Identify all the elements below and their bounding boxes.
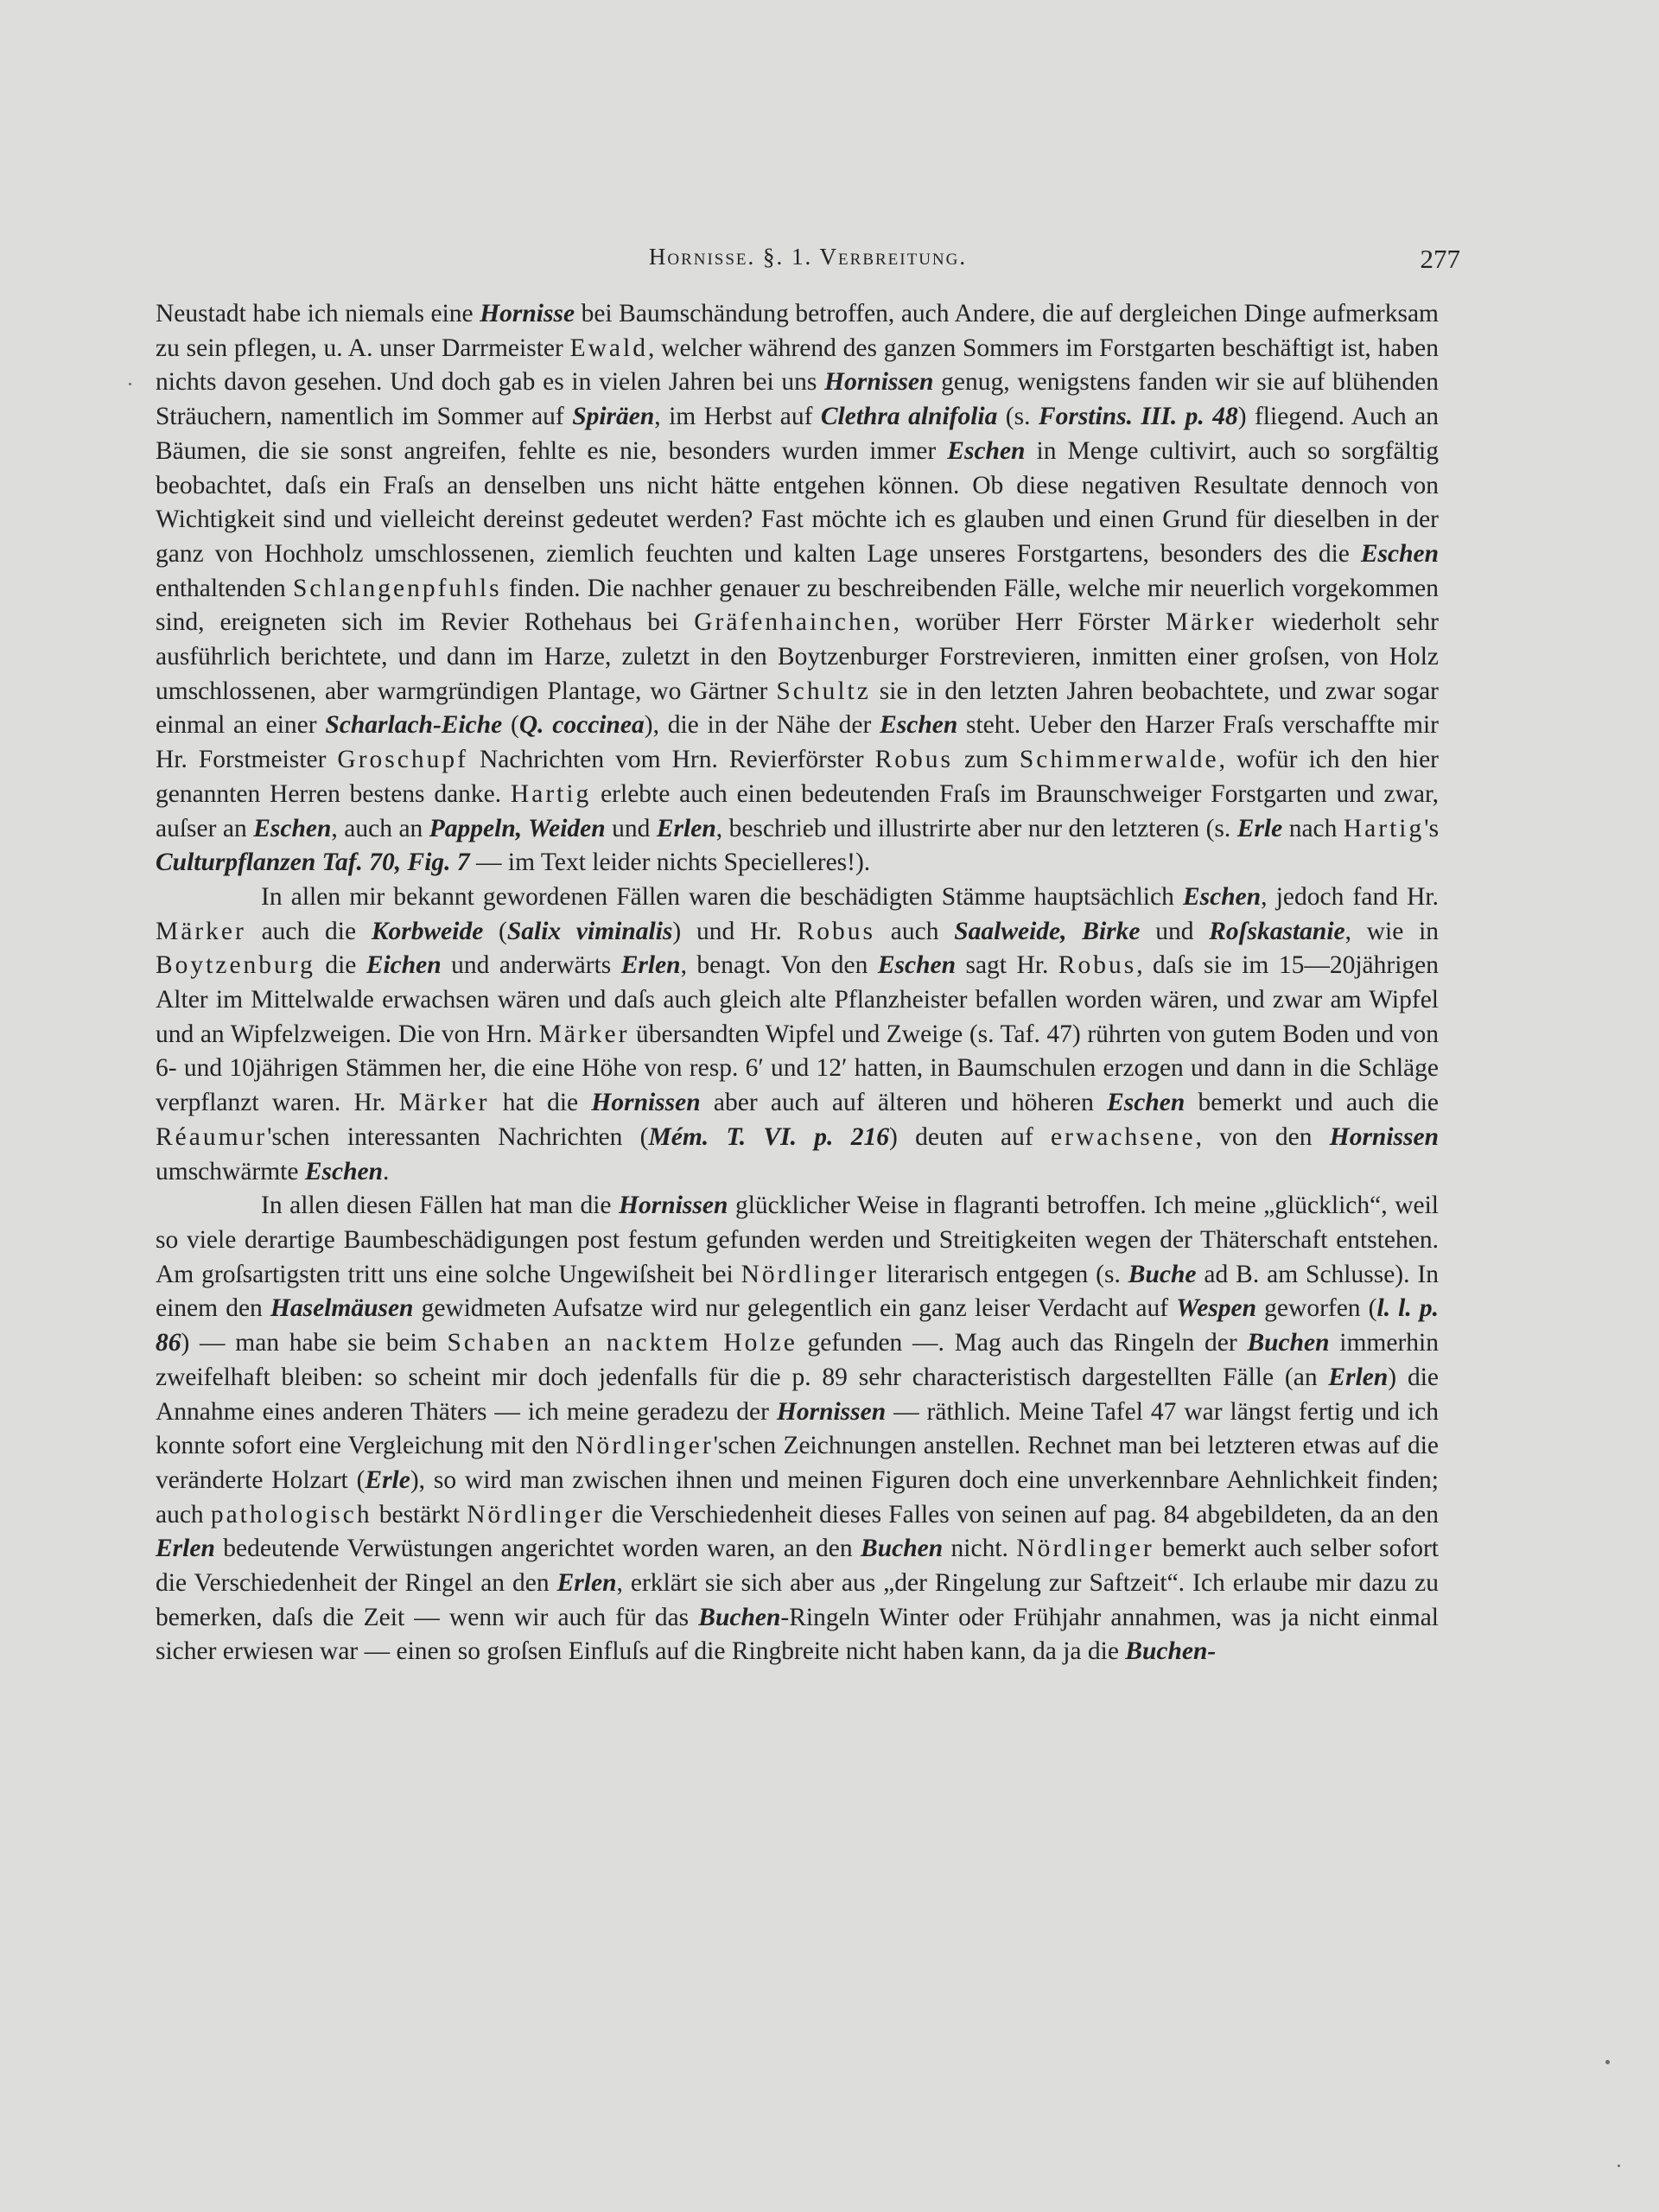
italic-term: Eschen (1183, 882, 1262, 911)
italic-term: Buche (1128, 1260, 1197, 1288)
italic-term: Buchen (1247, 1329, 1330, 1357)
text-run: bemerkt und auch die (1185, 1089, 1439, 1117)
spaced-name: Schaben an nacktem Holze (447, 1329, 798, 1357)
spaced-name: Märker (398, 1089, 490, 1117)
text-run: ) deuten auf (888, 1122, 1052, 1151)
text-run: -Ringeln Winter oder Frühjahr annahmen, was ja nicht einmal sicher erwiesen war — einen so groſsen Einfluſs auf die Ringbreite nicht haben kann, da ja die (156, 1603, 1439, 1666)
italic-term: Spiräen (572, 403, 655, 431)
text-run: erlebte auch einen bedeutenden Fraſs im Braunschweiger Forstgarten und zwar, auſser an (156, 779, 1439, 842)
italic-term: Hornissen (619, 1192, 728, 1220)
italic-term: Haselmäusen (270, 1294, 414, 1323)
spaced-name: Nördlinger (575, 1432, 714, 1460)
spaced-name: Märker (1165, 608, 1256, 637)
spaced-name: Nördlinger (741, 1260, 880, 1288)
text-run: bei Baumschändung betroffen, auch Andere, die auf dergleichen Dinge aufmerksam zu sein pflegen, u. A. unser Darrmeister (156, 300, 1439, 362)
text-run: auch (875, 917, 955, 945)
text-run: , erklärt sie sich aber aus „der Ringelung zur Saftzeit“. Ich erlaube mir dazu zu bemerken, daſs die Zeit — wenn wir auch für das (156, 1569, 1439, 1631)
text-run: und (1140, 917, 1210, 945)
text-run: genug, wenigstens fanden wir sie auf blühenden Sträuchern, namentlich im Sommer auf (156, 368, 1440, 431)
text-run: immerhin zweifelhaft bleiben: so scheint mir doch jedenfalls für die p. 89 sehr characteristisch dargestellten Fälle (an (156, 1329, 1439, 1391)
scan-speck (129, 383, 131, 385)
running-head: Hornisse. §. 1. Verbreitung. (648, 244, 968, 270)
italic-term: Scharlach-Eiche (325, 711, 503, 740)
text-run: , auch an (331, 814, 429, 842)
italic-term: Hornissen (776, 1397, 887, 1426)
text-run: ) — man habe sie beim (181, 1329, 448, 1357)
spaced-name: Schlangenpfuhls (292, 574, 502, 602)
italic-term: Wespen (1176, 1294, 1257, 1323)
text-run: geworfen ( (1256, 1294, 1377, 1323)
text-run: (s. (997, 403, 1039, 431)
text-run: und anderwärts (441, 951, 621, 980)
text-run: enthaltenden (156, 574, 293, 602)
italic-term: Eschen (877, 951, 957, 980)
text-run: übersandten Wipfel und Zweige (s. Taf. 47) rührten von gutem Boden und von 6- und 10jährigen Stämmen her, die eine Höhe von resp. 6′ und 12′ hatten, in Baumschulen erzogen und dann in die Schläge verpflanzt waren. Hr. (156, 1020, 1439, 1117)
text-run: In allen mir bekannt gewordenen Fällen waren die beschädigten Stämme hauptsächlich (261, 882, 1183, 911)
text-run: Nachrichten vom Hrn. Revierförster (467, 746, 875, 774)
spaced-name: Ewald (569, 334, 648, 362)
italic-term: Hornissen (591, 1089, 701, 1117)
italic-term: Eschen (880, 711, 958, 740)
italic-term: Erle (365, 1465, 410, 1494)
text-run: , benagt. Von den (680, 951, 878, 980)
spaced-name: Groschupf (337, 746, 468, 774)
text-run: — räthlich. Meine Tafel 47 war längst fertig und ich konnte sofort eine Vergleichung mit den (156, 1397, 1439, 1460)
text-run: ad B. am Schlusse). In einem den (156, 1260, 1439, 1323)
text-run: aber auch auf älteren und höheren (700, 1089, 1108, 1117)
paragraph-2 (156, 880, 1439, 1189)
text-run: zum (953, 746, 1020, 774)
scan-speck (1618, 2164, 1620, 2167)
text-run: 'schen Zeichnungen anstellen. Rechnet man bei letzteren etwas auf die veränderte Holzart ( (156, 1432, 1439, 1494)
paragraph-3 (156, 1189, 1439, 1669)
italic-term: Eschen (1360, 539, 1439, 568)
italic-term: Eschen (1107, 1089, 1185, 1117)
spaced-name: Robus (1058, 951, 1137, 980)
body-text (156, 297, 1439, 1669)
text-run: , worüber Herr Förster (893, 608, 1166, 637)
italic-term: Hornisse (480, 300, 575, 327)
italic-term: Culturpflanzen Taf. 70, Fig. 7 (156, 849, 470, 877)
spaced-name: Märker (538, 1020, 630, 1048)
text-run: . (383, 1157, 390, 1185)
text-run: ( (502, 711, 519, 740)
italic-term: l. l. p. 86 (156, 1294, 1439, 1357)
text-run: glücklicher Weise in flagranti betroffen. Ich meine „glücklich“, weil so viele derartige Baumbeschädigungen post festum gefunden werden und Streitigkeiten wegen der Thäterschaft entstehen. Am groſsartigsten tritt uns eine solche Ungewiſsheit bei (156, 1192, 1439, 1288)
italic-term: Erle (1236, 814, 1283, 842)
text-run: hat die (489, 1089, 592, 1117)
text-run: literarisch entgegen (s. (879, 1260, 1128, 1288)
text-run: sagt Hr. (956, 951, 1058, 980)
text-run: ) fliegend. Auch an Bäumen, die sie sonst angreifen, fehlte es nie, besonders wurden immer (156, 403, 1439, 465)
text-run: , wie in (1344, 917, 1440, 945)
spaced-name: Robus (874, 746, 953, 774)
text-run: , daſs sie im 15—20jährigen Alter im Mittelwalde erwachsen wären und daſs auch gleich alte Pflanzheister befallen worden wären, und zwar am Wipfel und an Wipfelzweigen. Die von Hrn. (156, 951, 1439, 1048)
text-run: gefunden —. Mag auch das Ringeln der (797, 1329, 1248, 1357)
italic-term: Buchen (861, 1535, 944, 1563)
spaced-name: Schultz (776, 677, 871, 705)
italic-term: Mém. T. VI. p. 216 (648, 1122, 889, 1151)
paragraph-1 (156, 297, 1439, 880)
italic-term: Erlen (556, 1569, 617, 1598)
text-run: , im Herbst auf (654, 403, 821, 431)
page-number: 277 (1420, 244, 1460, 274)
text-run: , von den (1195, 1122, 1330, 1151)
text-run: die Verschiedenheit dieses Falles von seinen auf pag. 84 abgebildeten, da an den (604, 1500, 1440, 1529)
text-run: steht. Ueber den Harzer Fraſs verschaffte mir Hr. Forstmeister (156, 711, 1440, 774)
italic-term: Saalweide, Birke (954, 917, 1141, 945)
text-run: finden. Die nachher genauer zu beschreibenden Fälle, welche mir neuerlich vorgekommen sind, ereigneten sich im Revier Rothehaus bei (156, 574, 1439, 637)
italic-term: Clethra alnifolia (820, 403, 998, 431)
text-run: ) die Annahme eines anderen Thäters — ich meine geradezu der (156, 1363, 1439, 1426)
text-run: gewidmeten Aufsatze wird nur gelegentlich ein ganz leiser Verdacht auf (413, 1294, 1177, 1323)
text-run: 'schen interessanten Nachrichten ( (267, 1122, 649, 1151)
text-run: Neustadt habe ich niemals eine (156, 300, 480, 327)
text-run: , wofür ich den hier genannten Herren bestens danke. (156, 746, 1440, 808)
text-run: die (315, 951, 366, 980)
italic-term: Erlen (1328, 1363, 1389, 1391)
spaced-name: Nördlinger (1016, 1535, 1154, 1563)
text-run: auch die (245, 917, 372, 945)
text-run: bestärkt (372, 1500, 467, 1529)
text-run: 's (1424, 814, 1440, 842)
text-run: — im Text leider nichts Specielleres!). (469, 849, 871, 877)
text-run: und (605, 814, 657, 842)
italic-term: Hornissen (824, 368, 934, 397)
italic-term: Eichen (365, 951, 442, 980)
text-run: sie in den letzten Jahren beobachtete, und zwar sogar einmal an einer (156, 677, 1439, 740)
text-run: In allen diesen Fällen hat man die (261, 1192, 620, 1220)
spaced-name: Boytzenburg (156, 951, 315, 980)
scan-speck (1605, 2060, 1610, 2064)
italic-term: Buchen (698, 1603, 781, 1631)
text-run: , jedoch fand Hr. (1261, 882, 1439, 911)
italic-term: Erlen (620, 951, 681, 980)
spaced-name: Märker (156, 917, 246, 945)
italic-term: Buchen- (1125, 1637, 1217, 1666)
spaced-name: erwachsene (1051, 1122, 1196, 1151)
italic-term: Erlen (656, 814, 716, 842)
spaced-name: pathologisch (210, 1500, 372, 1529)
spaced-name: Gräfenhainchen (694, 608, 893, 637)
italic-term: Eschen (304, 1157, 384, 1185)
text-run: , beschrieb und illustrirte aber nur den letzteren (s. (715, 814, 1237, 842)
text-run: nicht. (943, 1535, 1017, 1563)
spaced-name: Hartig (510, 779, 592, 808)
spaced-name: Hartig (1343, 814, 1425, 842)
italic-term: Korbweide (371, 917, 484, 945)
spaced-name: Nördlinger (467, 1500, 605, 1529)
text-run: nach (1282, 814, 1344, 842)
text-run: ), die in der Nähe der (644, 711, 880, 740)
italic-term: Q. coccinea (518, 711, 645, 740)
text-run: , welcher während des ganzen Sommers im Forstgarten beschäftigt ist, haben nichts davon gesehen. Und doch gab es in vielen Jahren bei uns (156, 334, 1439, 397)
italic-term: Eschen (253, 814, 332, 842)
italic-term: Forstins. III. p. 48 (1038, 403, 1238, 431)
spaced-name: Robus (797, 917, 876, 945)
text-run: bedeutende Verwüstungen angerichtet worden waren, an den (214, 1535, 861, 1563)
italic-term: Erlen (156, 1535, 215, 1563)
text-run: ), so wird man zwischen ihnen und meinen Figuren doch eine unverkennbare Aehnlichkeit finden; auch (156, 1465, 1439, 1529)
italic-term: Eschen (947, 436, 1026, 465)
text-run: bemerkt auch selber sofort die Verschiedenheit der Ringel an den (156, 1535, 1439, 1598)
text-run: umschwärmte (156, 1157, 305, 1185)
italic-term: Hornissen (1329, 1122, 1439, 1151)
text-run: ) und Hr. (672, 917, 798, 945)
italic-term: Salix viminalis (506, 917, 673, 945)
spaced-name: Schimmerwalde (1019, 746, 1219, 774)
italic-term: Pappeln, Weiden (429, 814, 606, 842)
text-run: wiederholt sehr ausführlich berichtete, und dann im Harze, zuletzt in den Boytzenburger Forstrevieren, inmitten einer groſsen, von Holz umschlossenen, aber warmgründigen Plantage, wo Gärtner (156, 608, 1439, 705)
italic-term: Roſskastanie (1209, 917, 1345, 945)
page-header (156, 244, 1460, 278)
text-run: in Menge cultivirt, auch so sorgfältig beobachtet, daſs ein Fraſs an denselben uns nicht hätte entgehen können. Ob diese negativen Resultate dennoch von Wichtigkeit sind und vielleicht dereinst gedeutet werden? Fast möchte ich es glauben und einen Grund für dieselben in der ganz von Hochholz umschlossenen, ziemlich feuchten und kalten Lage unseres Forstgartens, besonders des die (156, 436, 1439, 568)
spaced-name: Réaumur (156, 1122, 268, 1151)
text-run: ( (483, 917, 507, 945)
